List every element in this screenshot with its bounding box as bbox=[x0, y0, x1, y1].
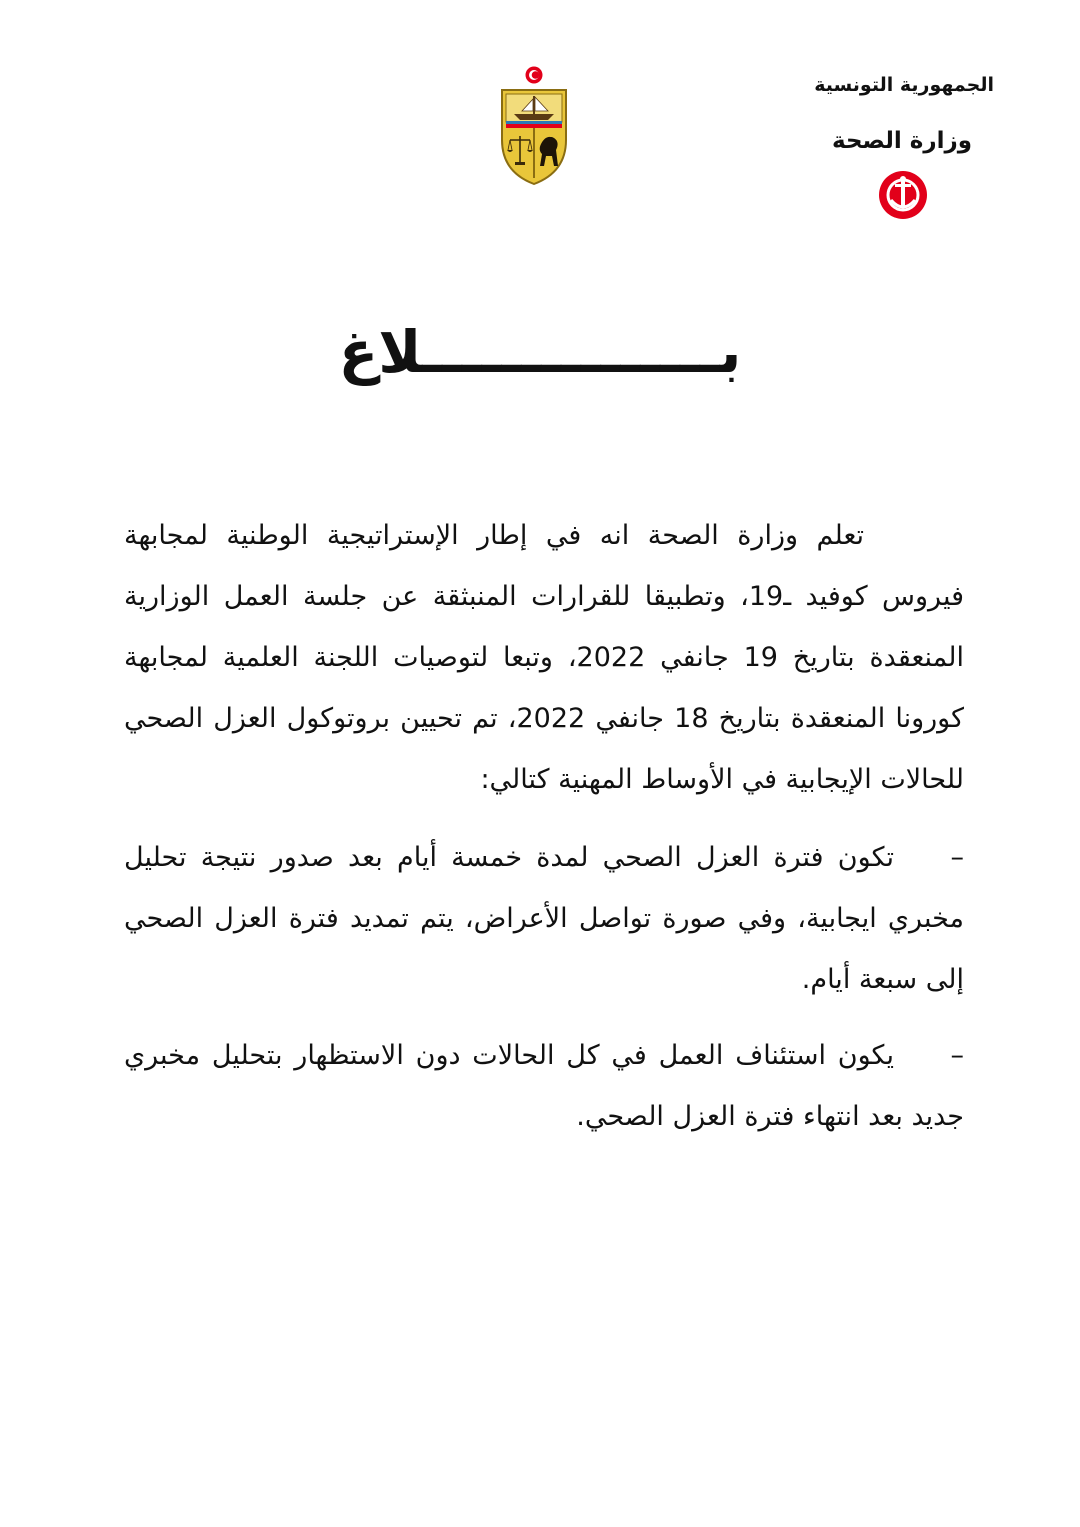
ministry-name: وزارة الصحة bbox=[832, 128, 972, 154]
bullet-dash: – bbox=[950, 1040, 964, 1071]
announcement-title: بـــــــــــــــلاغ bbox=[338, 318, 742, 386]
bullet-item-2 bbox=[124, 1025, 964, 1147]
tunisia-coat-of-arms-icon bbox=[496, 66, 572, 188]
bullet-text: يكون استئناف العمل في كل الحالات دون الاستظهار بتحليل مخبري جديد بعد انتهاء فترة العزل الصحي. bbox=[124, 1040, 964, 1132]
republic-name: الجمهورية التونسية bbox=[814, 74, 994, 96]
bullet-text: تكون فترة العزل الصحي لمدة خمسة أيام بعد صدور نتيجة تحليل مخبري ايجابية، وفي صورة تواصل الأعراض، يتم تمديد فترة العزل الصحي إلى سبعة أيام. bbox=[124, 842, 964, 995]
ministry-of-health-logo-icon bbox=[878, 170, 928, 220]
intro-paragraph: تعلم وزارة الصحة انه في إطار الإستراتيجية الوطنية لمجابهة فيروس كوفيد ـ19، وتطبيقا للقرارات المنبثقة عن جلسة العمل الوزارية المنعقدة بتاريخ 19 جانفي 2022، وتبعا لتوصيات اللجنة العلمية لمجابهة كورونا المنعقدة بتاريخ 18 جانفي 2022، تم تحيين بروتوكول العزل الصحي للحالات الإيجابية في الأوساط المهنية كتالي: bbox=[124, 520, 964, 795]
bullet-dash: – bbox=[950, 842, 964, 873]
bullet-item-1 bbox=[124, 827, 964, 1010]
